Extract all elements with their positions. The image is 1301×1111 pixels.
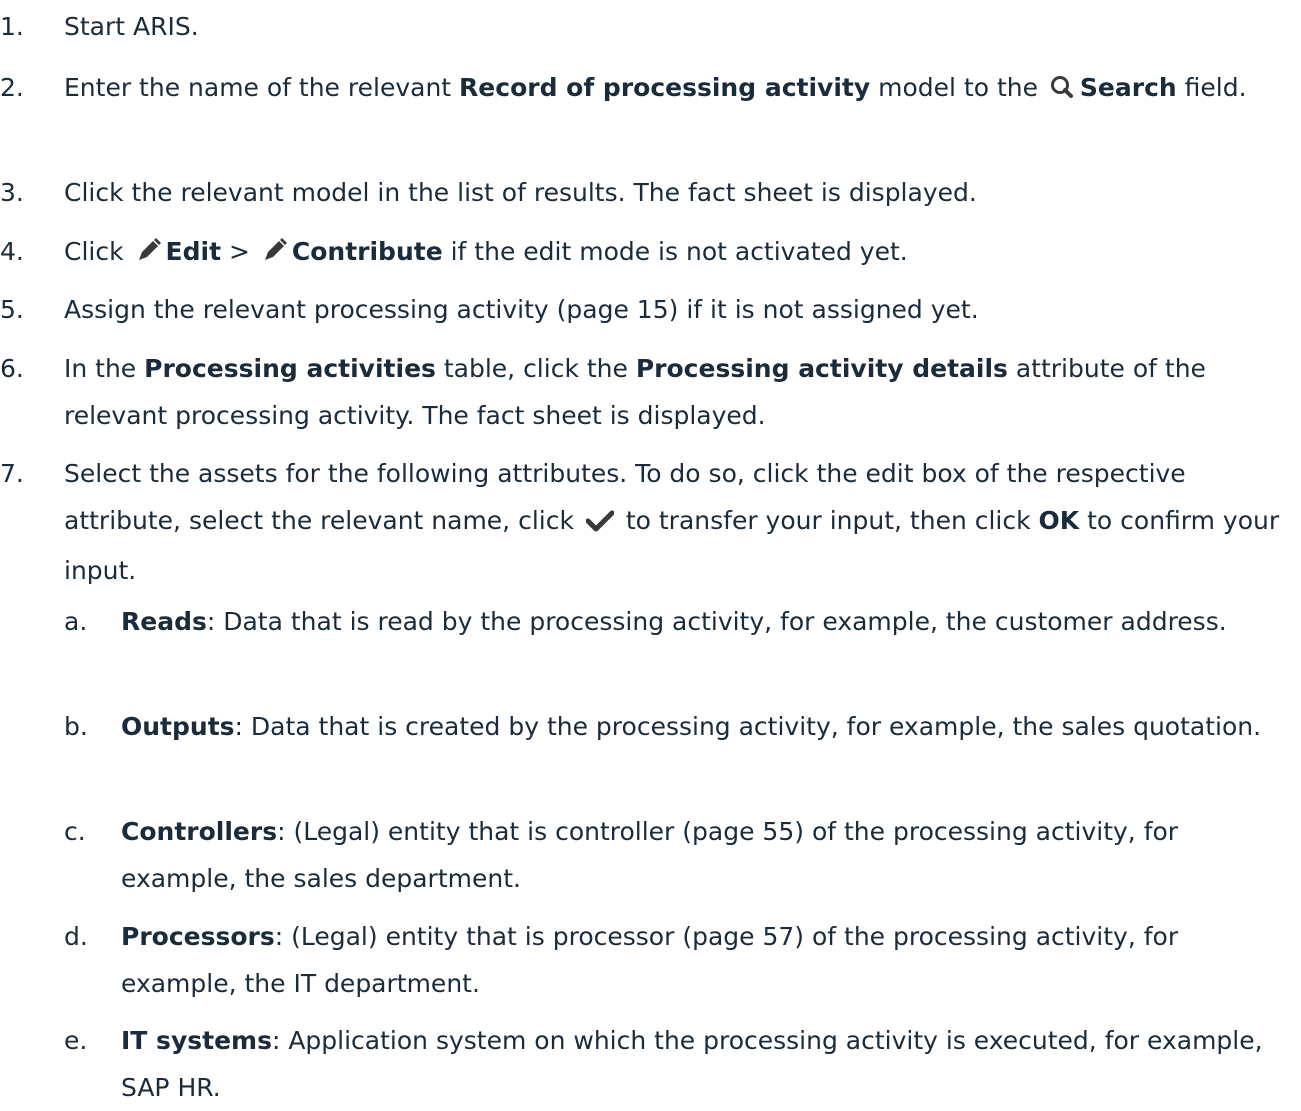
text-run: Assign the relevant processing activity xyxy=(64,295,557,324)
step-text xyxy=(64,450,1301,594)
pencil-icon xyxy=(136,231,162,278)
step-text xyxy=(64,228,1301,278)
substep-letter: d. xyxy=(64,922,88,951)
step-text xyxy=(64,345,1301,439)
page-reference-link[interactable]: (page 57) xyxy=(682,922,805,951)
text-run: to transfer your input, then click xyxy=(617,506,1039,535)
page-reference-link[interactable]: (page 55) xyxy=(682,817,805,846)
text-run: : Application system on which the processing activity is executed, for example, SAP HR. xyxy=(121,1026,1263,1102)
text-run: of the processing activity, for example, the sales department. xyxy=(121,817,1179,893)
model-type-label: Record of processing activity xyxy=(459,73,871,102)
substep-text xyxy=(121,598,1301,645)
step-text xyxy=(64,64,1301,114)
text-run: if the edit mode is not activated yet. xyxy=(442,237,908,266)
text-run: if it is not assigned yet. xyxy=(678,295,979,324)
substep-text xyxy=(121,703,1301,750)
search-field-label: Search xyxy=(1079,73,1177,102)
text-run: Enter the name of the relevant xyxy=(64,73,460,102)
text-run: : (Legal) entity that is processor xyxy=(274,922,683,951)
attribute-name-label: Processing activity details xyxy=(635,354,1008,383)
text-run: : (Legal) entity that is controller xyxy=(277,817,683,846)
step-number: 1. xyxy=(0,12,24,41)
step-number: 6. xyxy=(0,354,24,383)
ok-label: OK xyxy=(1038,506,1080,535)
step-text: Start ARIS. xyxy=(64,12,199,41)
step-number: 5. xyxy=(0,295,24,324)
page-reference-link[interactable]: (page 15) xyxy=(556,295,679,324)
step-number: 7. xyxy=(0,459,24,488)
text-run: In the xyxy=(64,354,145,383)
search-icon xyxy=(1050,67,1076,114)
substep-text xyxy=(121,808,1301,902)
text-run: attribute of the relevant processing activity. The fact sheet is displayed. xyxy=(64,354,1206,430)
attribute-label: Reads xyxy=(121,607,207,636)
substep-letter: b. xyxy=(64,712,88,741)
contribute-label: Contribute xyxy=(291,237,443,266)
attribute-label: Controllers xyxy=(121,817,278,846)
attribute-label: IT systems xyxy=(121,1026,272,1055)
step-number: 4. xyxy=(0,237,24,266)
text-run: table, click the xyxy=(435,354,636,383)
text-run: Select the assets for the following attributes. To do so, click the edit box of the respective attribute, select the relevant name, click xyxy=(64,459,1186,535)
table-name-label: Processing activities xyxy=(144,354,436,383)
step-text: Click the relevant model in the list of results. The fact sheet is displayed. xyxy=(64,178,977,207)
step-text xyxy=(64,286,1301,333)
checkmark-icon xyxy=(586,500,614,547)
substep-text xyxy=(121,913,1301,1007)
substep-letter: e. xyxy=(64,1026,88,1055)
text-run: of the processing activity, for example, the IT department. xyxy=(121,922,1179,998)
pencil-icon xyxy=(262,231,288,278)
substep-letter: a. xyxy=(64,607,88,636)
text-run: Click xyxy=(64,237,132,266)
text-run: to confirm your input. xyxy=(64,506,1280,585)
substep-letter: c. xyxy=(64,817,86,846)
text-run: : Data that is created by the processing activity, for example, the sales quotation. xyxy=(234,712,1262,741)
text-run: model to the xyxy=(870,73,1046,102)
step-number: 3. xyxy=(0,178,24,207)
step-number: 2. xyxy=(0,73,24,102)
text-run: field. xyxy=(1176,73,1247,102)
attribute-label: Processors xyxy=(121,922,275,951)
attribute-label: Outputs xyxy=(121,712,235,741)
text-run: : Data that is read by the processing activity, for example, the customer address. xyxy=(206,607,1227,636)
edit-label: Edit xyxy=(165,237,222,266)
text-run: > xyxy=(221,237,258,266)
